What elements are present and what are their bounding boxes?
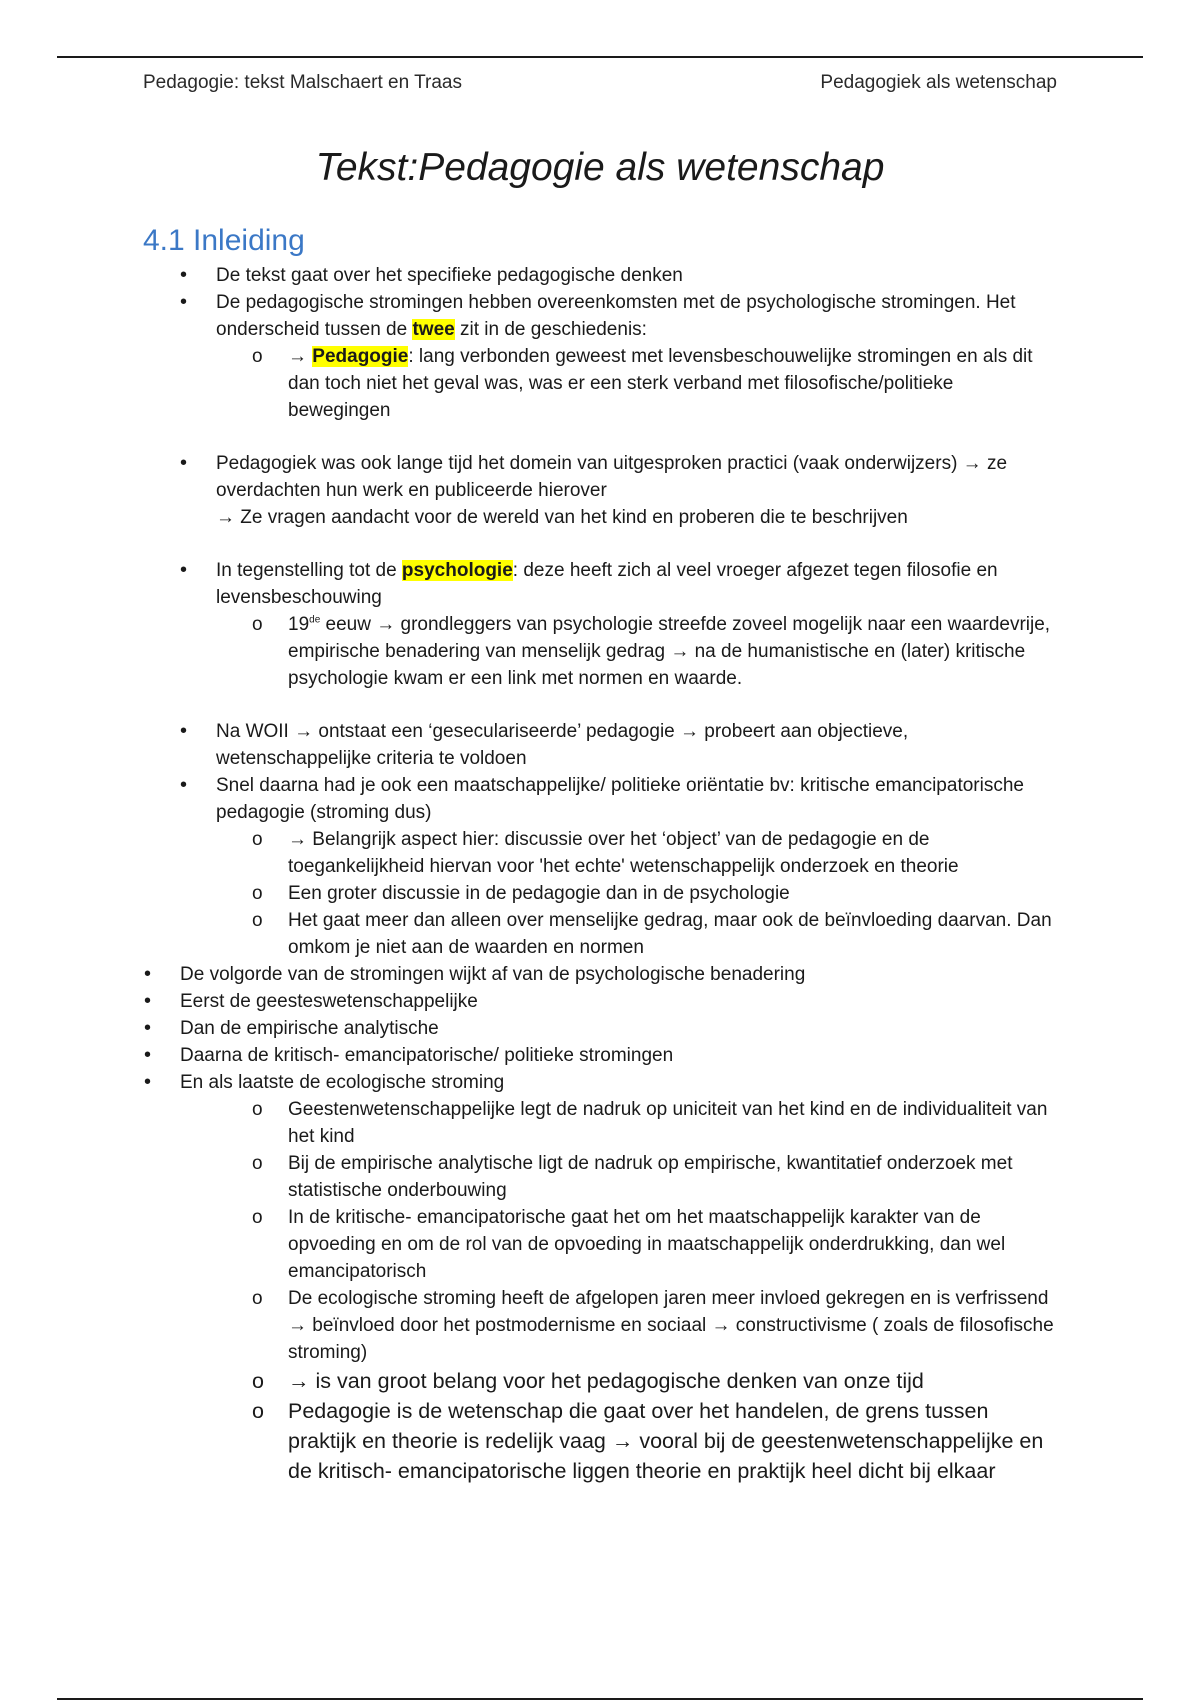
highlight: psychologie bbox=[401, 560, 513, 581]
sub-list-item: o Geestenwetenschappelijke legt de nadruk op uniciteit van het kind en de individualiteit van het kind bbox=[288, 1096, 1058, 1150]
header-rule bbox=[57, 56, 1143, 58]
sub-list-item: o 19de eeuw → grondleggers van psychologie streefde zoveel mogelijk naar een waardevrije, empirische benadering van menselijk gedrag → na de humanistische en (later) kritische psychologie kwam er een link met normen en waarde. bbox=[288, 611, 1058, 692]
list-item: • Daarna de kritisch- emancipatorische/ politieke stromingen bbox=[180, 1042, 1058, 1069]
list-item: • De tekst gaat over het specifieke pedagogische denken bbox=[216, 262, 1058, 289]
sub-list-item: o De ecologische stroming heeft de afgelopen jaren meer invloed gekregen en is verfrissend → beïnvloed door het postmodernisme en sociaal → constructivisme ( zoals de filosofische stroming) bbox=[288, 1285, 1058, 1366]
sub-list-item: o Een groter discussie in de pedagogie dan in de psychologie bbox=[288, 880, 1058, 907]
sub-list-item: o Pedagogie is de wetenschap die gaat over het handelen, de grens tussen praktijk en theorie is redelijk vaag → vooral bij de geestenwetenschappelijke en de kritisch- emancipatorische liggen theorie en praktijk heel dicht bij elkaar bbox=[288, 1396, 1058, 1486]
sub-list-item: o → Pedagogie: lang verbonden geweest met levensbeschouwelijke stromingen en als dit dan toch niet het geval was, was er een sterk verband met filosofische/politieke bewegingen bbox=[288, 343, 1058, 424]
list-item: • Na WOII → ontstaat een ‘geseculariseerde’ pedagogie → probeert aan objectieve, wetenschappelijke criteria te voldoen bbox=[216, 718, 1058, 772]
section-heading: 4.1 Inleiding bbox=[143, 224, 305, 257]
list-item: • Pedagogiek was ook lange tijd het domein van uitgesproken practici (vaak onderwijzers) → ze overdachten hun werk en publiceerde hierover → Ze vragen aandacht voor de wereld van het kind en proberen die te beschrijven bbox=[216, 450, 1058, 531]
sub-list-item: o In de kritische- emancipatorische gaat het om het maatschappelijk karakter van de opvoeding en om de rol van de opvoeding in maatschappelijk onderdrukking, dan wel emancipatorisch bbox=[288, 1204, 1058, 1285]
list-item: • De volgorde van de stromingen wijkt af van de psychologische benadering bbox=[180, 961, 1058, 988]
highlight: twee bbox=[412, 319, 455, 340]
list-item: • Dan de empirische analytische bbox=[180, 1015, 1058, 1042]
list-item: • In tegenstelling tot de psychologie: deze heeft zich al veel vroeger afgezet tegen filosofie en levensbeschouwing bbox=[216, 557, 1058, 611]
sub-list-item: o Het gaat meer dan alleen over menselijke gedrag, maar ook de beïnvloeding daarvan. Dan omkom je niet aan de waarden en normen bbox=[288, 907, 1058, 961]
list-item: • En als laatste de ecologische stroming bbox=[180, 1069, 1058, 1096]
header-left: Pedagogie: tekst Malschaert en Traas bbox=[143, 72, 462, 93]
list-item: • Eerst de geesteswetenschappelijke bbox=[180, 988, 1058, 1015]
document-title: Tekst:Pedagogie als wetenschap bbox=[315, 146, 885, 189]
sub-list-item: o → is van groot belang voor het pedagogische denken van onze tijd bbox=[288, 1366, 1058, 1396]
document-body bbox=[0, 262, 1200, 1486]
highlight: Pedagogie bbox=[312, 346, 409, 367]
sub-list-item: o → Belangrijk aspect hier: discussie over het ‘object’ van de pedagogie en de toegankelijkheid hiervan voor 'het echte' wetenschappelijk onderzoek en theorie bbox=[288, 826, 1058, 880]
sub-list-item: o Bij de empirische analytische ligt de nadruk op empirische, kwantitatief onderzoek met statistische onderbouwing bbox=[288, 1150, 1058, 1204]
list-item: • Snel daarna had je ook een maatschappelijke/ politieke oriëntatie bv: kritische emancipatorische pedagogie (stroming dus) bbox=[216, 772, 1058, 826]
header-right: Pedagogiek als wetenschap bbox=[820, 72, 1057, 93]
list-item: • De pedagogische stromingen hebben overeenkomsten met de psychologische stromingen. Het onderscheid tussen de twee zit in de geschiedenis: bbox=[216, 289, 1058, 343]
